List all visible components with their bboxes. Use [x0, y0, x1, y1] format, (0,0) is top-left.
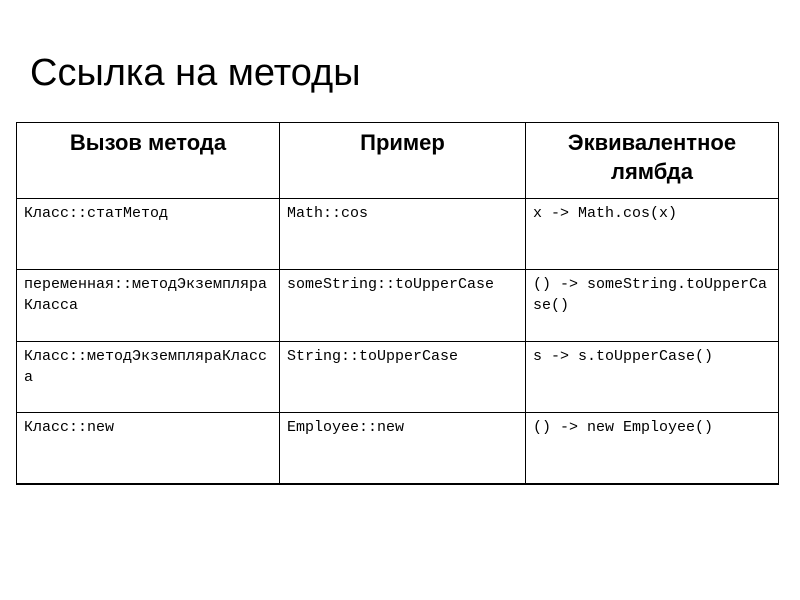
- table-row: [17, 413, 779, 485]
- table-row: [17, 199, 779, 270]
- cell-lambda: s -> s.toUpperCase(): [526, 342, 779, 413]
- cell-lambda: x -> Math.cos(x): [526, 199, 779, 270]
- slide-title: Ссылка на методы: [30, 52, 361, 94]
- header-equivalent-lambda: Эквивалентное лямбда: [526, 123, 779, 199]
- cell-method-call: Класс::new: [17, 413, 280, 485]
- method-reference-table: [16, 122, 779, 485]
- cell-example: String::toUpperCase: [280, 342, 526, 413]
- header-method-call: Вызов метода: [17, 123, 280, 199]
- cell-lambda: () -> someString.toUpperCase(): [526, 270, 779, 342]
- cell-method-call: Класс::методЭкземпляраКласса: [17, 342, 280, 413]
- cell-method-call: переменная::методЭкземпляраКласса: [17, 270, 280, 342]
- cell-example: someString::toUpperCase: [280, 270, 526, 342]
- cell-example: Math::cos: [280, 199, 526, 270]
- header-example: Пример: [280, 123, 526, 199]
- cell-method-call: Класс::статМетод: [17, 199, 280, 270]
- cell-example: Employee::new: [280, 413, 526, 485]
- table-row: [17, 342, 779, 413]
- cell-lambda: () -> new Employee(): [526, 413, 779, 485]
- table-row: [17, 270, 779, 342]
- table-header-row: [17, 123, 779, 199]
